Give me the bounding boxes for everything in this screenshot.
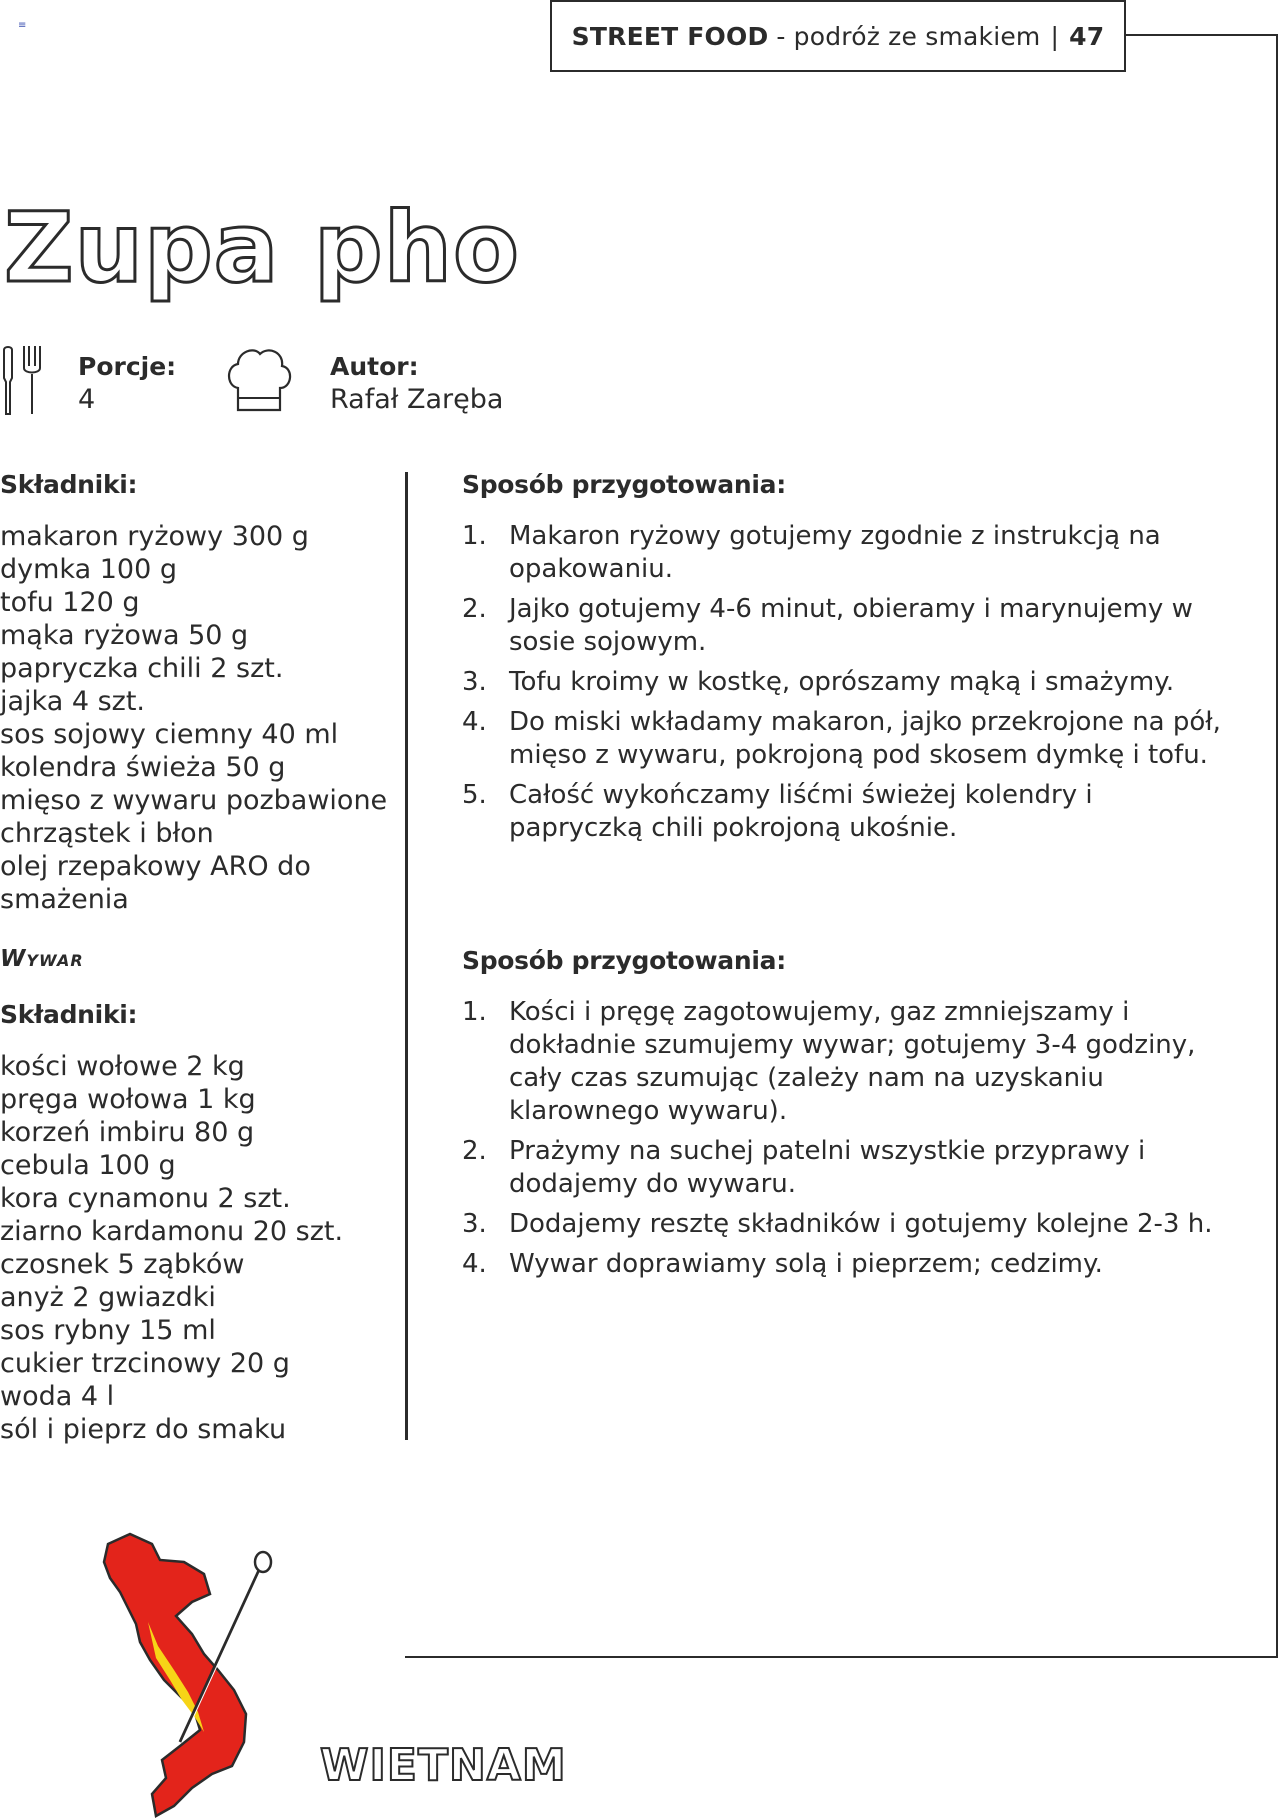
ingredient-item: olej rzepakowy ARO do [0,851,311,882]
series-title: STREET FOOD [571,21,769,51]
ingredient-item: mięso z wywaru pozbawione [0,785,388,816]
method-heading: Sposób przygotowania: [462,470,786,499]
step-number: 3. [462,667,487,697]
ingredient-item: kolendra świeża 50 g [0,752,286,783]
ingredient-item: makaron ryżowy 300 g [0,521,309,552]
broth-ingredient-item: pręga wołowa 1 kg [0,1084,256,1115]
method-steps [462,520,1222,852]
header-dash: - [776,21,786,51]
ingredient-item: jajka 4 szt. [0,686,146,717]
ingredient-item: chrząstek i błon [0,818,214,849]
method-step [462,666,1222,699]
author-value: Rafał Zaręba [330,384,504,415]
broth-ingredient-item: sos rybny 15 ml [0,1315,216,1346]
method-step [462,996,1222,1128]
ingredient-item: mąka ryżowa 50 g [0,620,249,651]
broth-ingredient-item: korzeń imbiru 80 g [0,1117,255,1148]
broth-ingredient-item: woda 4 l [0,1381,115,1412]
ingredient-item: sos sojowy ciemny 40 ml [0,719,339,750]
step-number: 5. [462,780,487,810]
header-separator: | [1050,21,1060,51]
ingredients-list [0,520,387,916]
broth-method-heading: Sposób przygotowania: [462,946,786,975]
servings-label: Porcje: [78,352,177,381]
column-divider [405,472,408,1440]
step-text: Całość wykończamy liśćmi świeżej kolendry i papryczką chili pokrojoną ukośnie. [509,780,1093,843]
author-label: Autor: [330,352,419,381]
country-label: WIETNAM [320,1740,567,1791]
step-number: 1. [462,997,487,1027]
broth-ingredient-item: czosnek 5 ząbków [0,1249,245,1280]
servings-value: 4 [78,384,96,415]
vietnam-map-illustration [100,1530,290,1818]
broth-ingredient-item: kości wołowe 2 kg [0,1051,245,1082]
method-step [462,1248,1222,1281]
page-header [550,0,1126,72]
method-step [462,1135,1222,1201]
step-text: Makaron ryżowy gotujemy zgodnie z instrukcją na opakowaniu. [509,521,1161,584]
step-number: 4. [462,1249,487,1279]
broth-ingredient-item: cebula 100 g [0,1150,176,1181]
frame-line-right [1276,34,1278,1658]
ingredients-heading: Składniki: [0,470,138,499]
method-step [462,779,1222,845]
chef-hat-icon [224,344,294,416]
frame-line-top [1126,34,1278,36]
broth-ingredients-heading: Składniki: [0,1000,138,1029]
recipe-title: Zupa pho [4,192,520,304]
ingredient-item: tofu 120 g [0,587,140,618]
broth-ingredient-item: anyż 2 gwiazdki [0,1282,216,1313]
step-text: Dodajemy resztę składników i gotujemy kolejne 2-3 h. [509,1209,1213,1239]
method-step [462,593,1222,659]
step-text: Tofu kroimy w kostkę, oprószamy mąką i smażymy. [509,667,1175,697]
broth-ingredient-item: sól i pieprz do smaku [0,1414,287,1445]
frame-line-bottom [405,1656,1278,1658]
cutlery-icon [0,344,42,418]
broth-ingredient-item: cukier trzcinowy 20 g [0,1348,290,1379]
broth-ingredient-item: kora cynamonu 2 szt. [0,1183,291,1214]
broth-method-steps [462,996,1222,1288]
step-number: 2. [462,1136,487,1166]
method-step [462,520,1222,586]
step-text: Jajko gotujemy 4-6 minut, obieramy i marynujemy w sosie sojowym. [509,594,1193,657]
step-number: 3. [462,1209,487,1239]
broth-ingredient-item: ziarno kardamonu 20 szt. [0,1216,344,1247]
ingredient-item: papryczka chili 2 szt. [0,653,284,684]
corner-mark: ≡ [18,20,27,31]
step-number: 1. [462,521,487,551]
method-step [462,1208,1222,1241]
method-step [462,706,1222,772]
page-number: 47 [1069,21,1105,51]
ingredient-item: smażenia [0,884,129,915]
step-number: 2. [462,594,487,624]
step-text: Do miski wkładamy makaron, jajko przekrojone na pół, mięso z wywaru, pokrojoną pod skosem dymkę i tofu. [509,707,1221,770]
step-number: 4. [462,707,487,737]
series-subtitle: podróż ze smakiem [793,21,1041,51]
ingredient-item: dymka 100 g [0,554,177,585]
step-text: Wywar doprawiamy solą i pieprzem; cedzimy. [509,1249,1103,1279]
step-text: Kości i pręgę zagotowujemy, gaz zmniejszamy i dokładnie szumujemy wywar; gotujemy 3-4 godziny, cały czas szumując (zależy nam na uzyskaniu klarownego wywaru). [509,997,1196,1126]
step-text: Prażymy na suchej patelni wszystkie przyprawy i dodajemy do wywaru. [509,1136,1146,1199]
broth-heading: Wywar [0,946,84,972]
broth-ingredients-list [0,1050,343,1446]
